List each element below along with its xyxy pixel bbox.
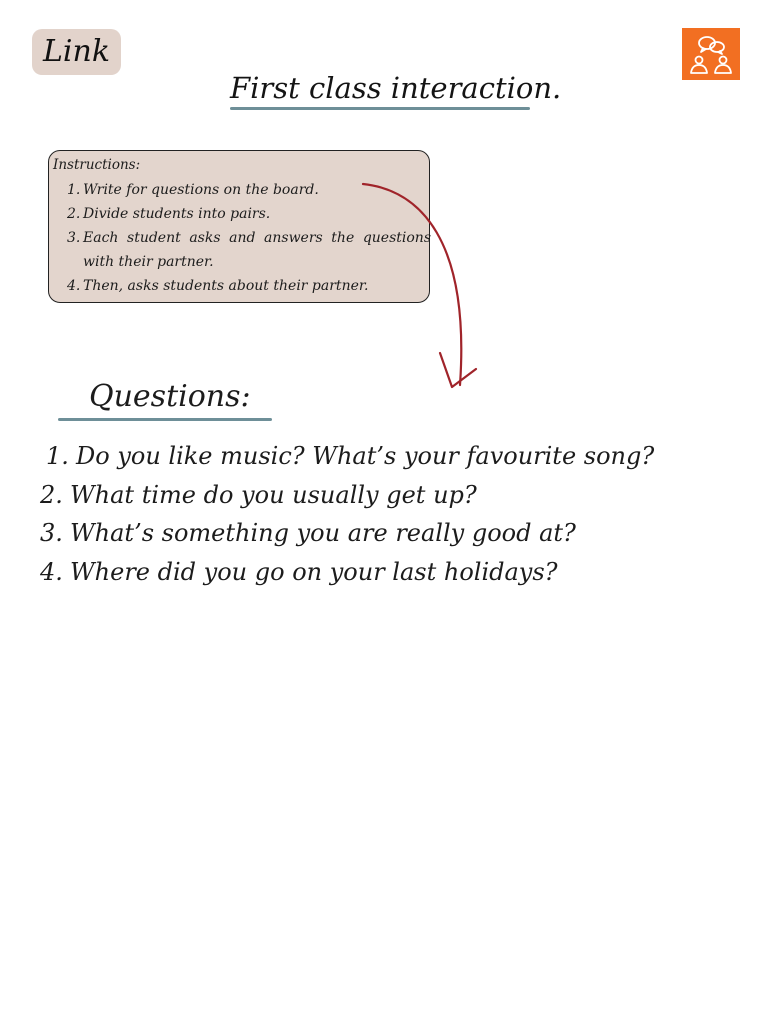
instruction-number: 3.: [67, 230, 81, 246]
question-text: What’s something you are really good at?: [70, 519, 576, 547]
question-text: Do you like music? What’s your favourite song?: [76, 442, 655, 470]
question-number: 1.: [46, 442, 69, 470]
question-item: [40, 476, 654, 515]
question-item: [40, 553, 654, 592]
question-item: [40, 437, 654, 476]
page-title: First class interaction.: [230, 71, 562, 105]
instruction-item: [67, 202, 431, 226]
link-badge[interactable]: [32, 29, 121, 75]
questions-list: [40, 437, 654, 591]
instruction-item: [67, 274, 431, 298]
instructions-heading: Instructions:: [53, 157, 141, 173]
instruction-number: 1.: [67, 182, 81, 198]
instruction-number: 2.: [67, 206, 81, 222]
question-number: 2.: [40, 480, 63, 509]
question-number: 4.: [40, 557, 63, 586]
title-underline: [230, 107, 530, 110]
instruction-text: Divide students into pairs.: [83, 206, 271, 222]
question-text: What time do you usually get up?: [70, 480, 477, 509]
instruction-text: Then, asks students about their partner.: [83, 278, 369, 294]
instructions-list: [49, 178, 431, 298]
question-item: [40, 514, 654, 553]
question-text: Where did you go on your last holidays?: [70, 557, 558, 586]
questions-heading: Questions:: [89, 379, 251, 414]
instruction-item: [67, 226, 431, 274]
instruction-text: Write for questions on the board.: [83, 182, 319, 198]
questions-underline: [58, 418, 272, 421]
group-chat-icon: [682, 28, 740, 80]
question-number: 3.: [40, 519, 63, 547]
instructions-box: [48, 150, 430, 303]
link-badge-label: Link: [42, 34, 111, 69]
instruction-text: Each student asks and answers the questions with their partner.: [83, 230, 431, 270]
instruction-number: 4.: [67, 278, 81, 294]
instruction-item: [67, 178, 431, 202]
